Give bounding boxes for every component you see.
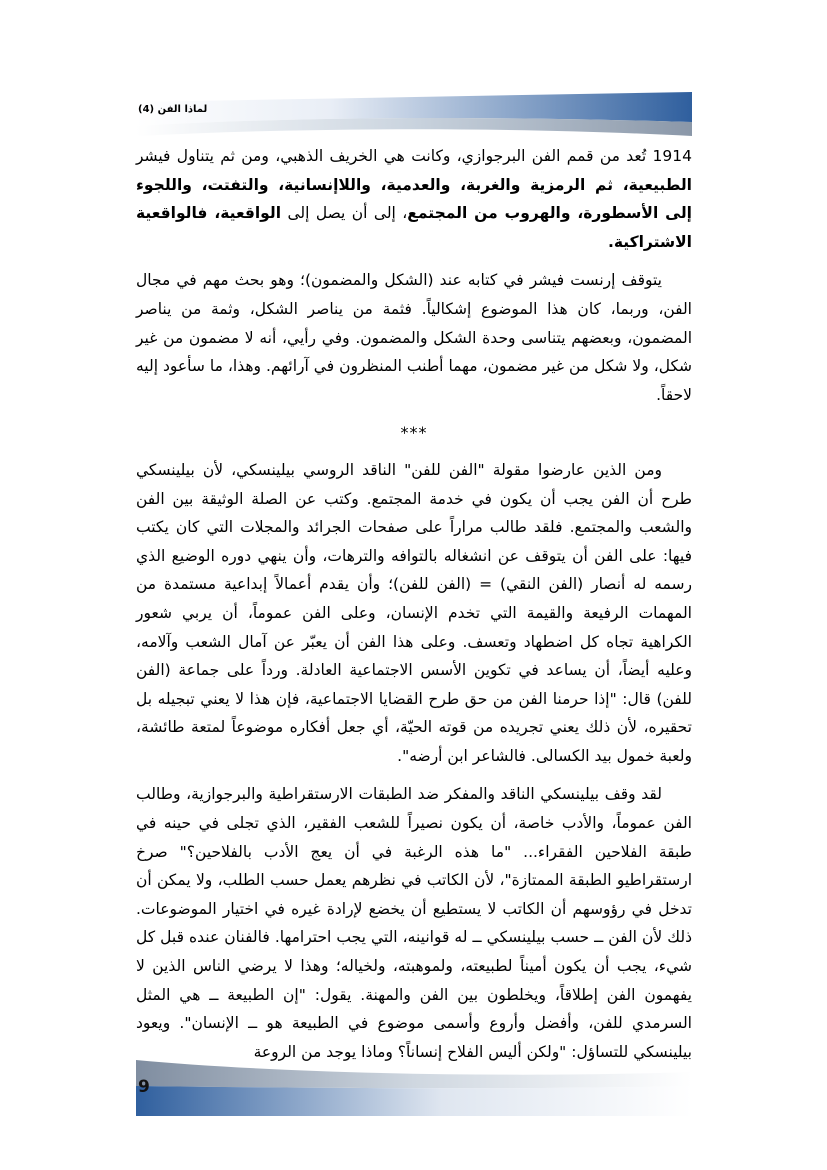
paragraph-1-bold-b: الواقعية، فالواقعية الاشتراكية. <box>136 204 692 251</box>
paragraph-1-part-a: 1914 تُعد من قمم الفن البرجوازي، وكانت هي الخريف الذهبي، ومن ثم يتناول فيشر <box>136 147 692 165</box>
page-body <box>136 142 692 1076</box>
header-decoration <box>136 92 692 138</box>
running-header: لماذا الفن (4) <box>138 104 208 115</box>
page-number: 9 <box>138 1077 150 1097</box>
paragraph-3: ومن الذين عارضوا مقولة "الفن للفن" الناقد الروسي بيلينسكي، لأن بيلينسكي طرح أن الفن يجب أن يكون في خدمة المجتمع. وكتب عن الصلة الوثيقة بين الفن والشعب والمجتمع. فلقد طالب مراراً على صفحات الجرائد والمجلات التي كان يكتب فيها: على الفن أن يتوقف عن انشغاله بالتوافه والترهات، وأن ينهي دوره الوضيع الذي رسمه له أنصار (الفن النقي) = (الفن للفن)؛ وأن يقدم أعمالاً إبداعية مستمدة من المهمات الرفيعة والقيمة التي تخدم الإنسان، وعلى الفن عموماً، أن يربي شعور الكراهية تجاه كل اضطهاد وتعسف. وعلى هذا الفن أن يعبّر عن آمال الشعب وآلامه، وعليه أيضاً، أن يساعد في تكوين الأسس الاجتماعية العادلة. ورداً على جماعة (الفن للفن) قال: "إذا حرمنا الفن من حق طرح القضايا الاجتماعية، فإن هذا لا يعني تبجيله بل تحقيره، لأن ذلك يعني تجريده من قوته الحيّة، أي جعل أفكاره موضوعاً لمتعة طائشة، ولعبة خمول بيد الكسالى. فالشاعر ابن أرضه". <box>136 460 692 765</box>
paragraph-1 <box>136 142 692 256</box>
paragraph-2: يتوقف إرنست فيشر في كتابه عند (الشكل والمضمون)؛ وهو بحث مهم في مجال الفن، وربما، كان هذا الموضوع إشكالياً. فثمة من يناصر الشكل، وثمة من يناصر المضمون، وبعضهم يتناسى وحدة الشكل والمضمون. وفي رأيي، أنه لا مضمون من غير شكل، ولا شكل من غير مضمون، مهما أطنب المنظرون في آرائهم. وهذا، ما سأعود إليه لاحقاً. <box>136 271 692 404</box>
paragraph-1-bold-a: الطبيعية، ثم الرمزية والغربة، والعدمية، واللاإنسانية، والتفتت، واللجوء إلى الأسطورة، والهروب من المجتمع <box>136 175 692 223</box>
paragraph-1-part-c: ، إلى أن يصل إلى <box>281 204 408 223</box>
paragraph-4: لقد وقف بيلينسكي الناقد والمفكر ضد الطبقات الارستقراطية والبرجوازية، وطالب الفن عموماً، والأدب خاصة، أن يكون نصيراً للشعب الفقير، الذي تجلى في حينه في طبقة الفلاحين الفقراء... "ما هذه الرغبة في أن يعج الأدب بالفلاحين؟" صرخ ارستقراطيو الطبقة الممتازة"، لأن الكاتب في نظرهم يعمل حسب الطلب، ولا يمكن أن تدخل في رؤوسهم أن الكاتب لا يستطيع أن يخضع لإرادة غيره في اختيار الموضوعات. ذلك لأن الفن ــ حسب بيلينسكي ــ له قوانينه، التي يجب احترامها. فالفنان عنده قبل كل شيء، يجب أن يكون أميناً لطبيعته، ولموهبته، ولخياله؛ وهذا لا يرضي الناس الذين لا يفهمون الفن إطلاقاً، ويخلطون بين الفن والمهنة. يقول: "إن الطبيعة ــ هي المثل السرمدي للفن، وأفضل وأروع وأسمى موضوع في الطبيعة هو ــ الإنسان". ويعود بيلينسكي للتساؤل: "ولكن أليس الفلاح إنساناً؟ وماذا يوجد من الروعة <box>136 785 692 1061</box>
section-separator: *** <box>400 423 428 443</box>
footer-decoration <box>136 1060 692 1116</box>
